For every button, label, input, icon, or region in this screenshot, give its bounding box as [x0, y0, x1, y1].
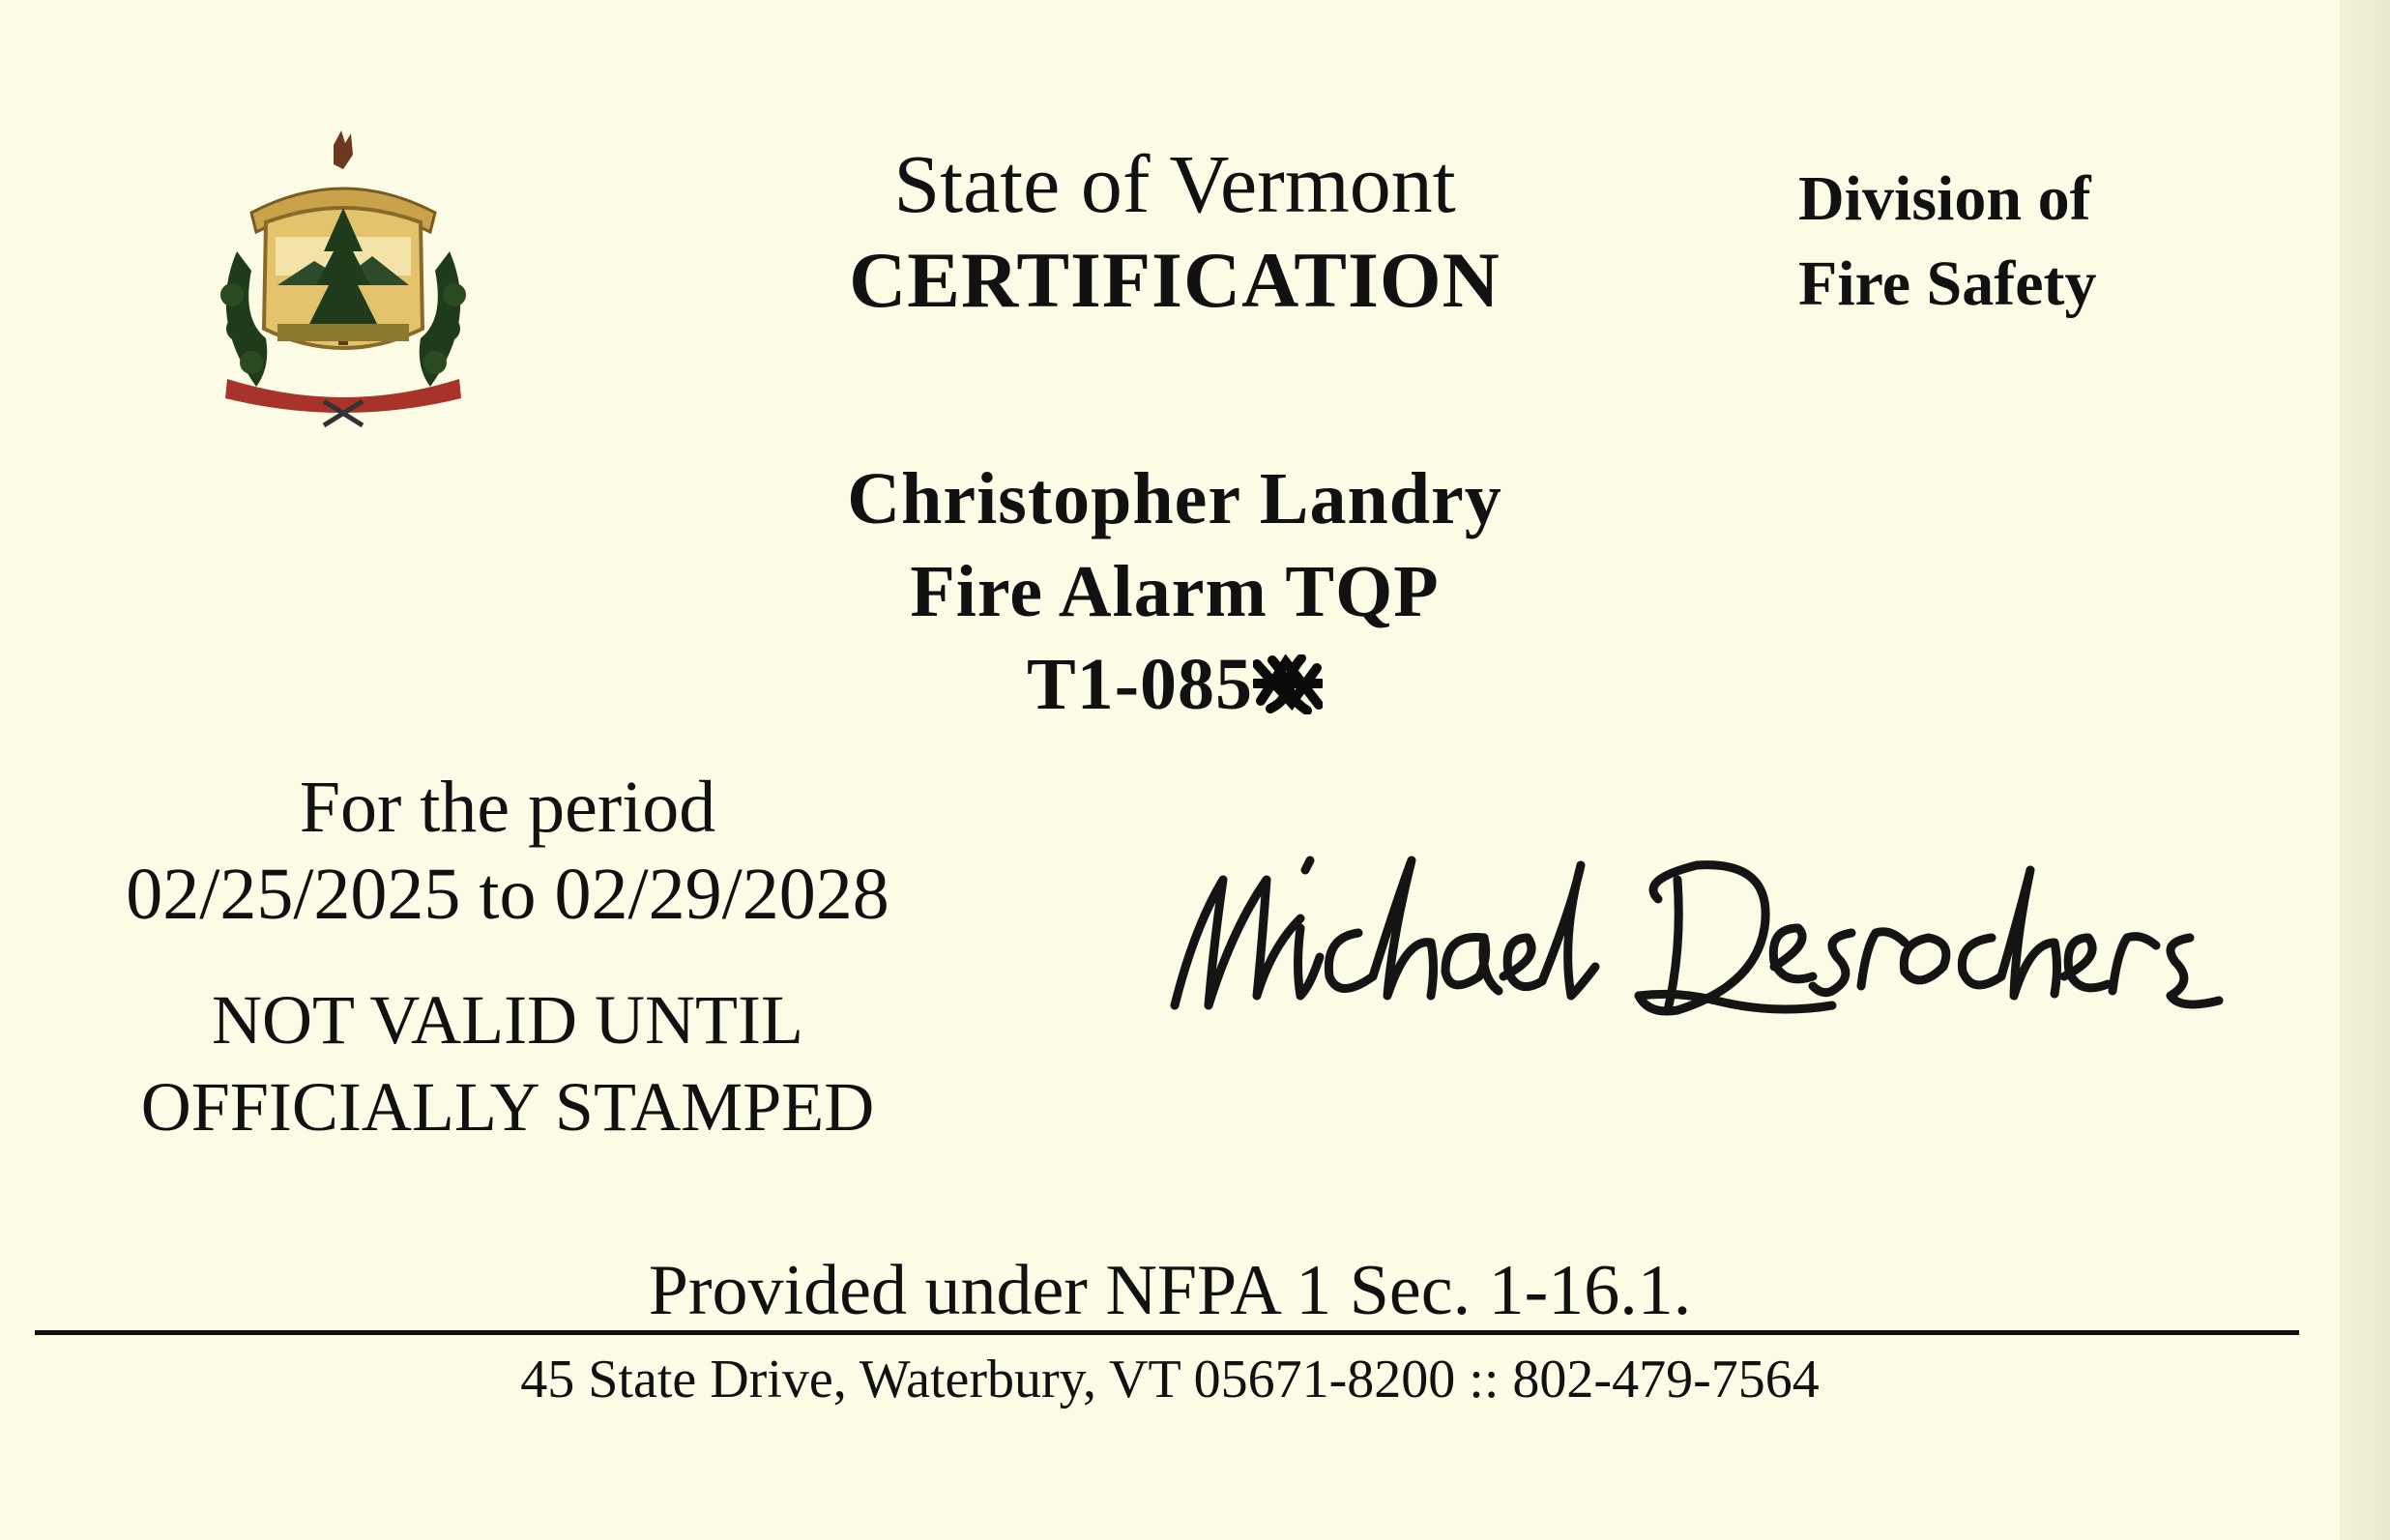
- legal-provision: Provided under NFPA 1 Sec. 1-16.1.: [648, 1251, 1692, 1330]
- notice-line-2: OFFICIALLY STAMPED: [140, 1068, 875, 1146]
- certification-number-text: T1-085: [1027, 644, 1253, 725]
- certification-number: [715, 638, 1634, 731]
- issuing-division: [1798, 157, 2185, 327]
- certification-type: Fire Alarm TQP: [910, 551, 1440, 632]
- division-line-2: Fire Safety: [1798, 248, 2097, 319]
- period-dates: 02/25/2025 to 02/29/2028: [126, 854, 889, 935]
- card-title: [754, 135, 1595, 329]
- validity-notice: [58, 976, 957, 1150]
- footer-divider: [35, 1330, 2299, 1335]
- vermont-state-seal-icon: [198, 126, 488, 435]
- card-edge: [2340, 0, 2390, 1540]
- state-name: State of Vermont: [893, 137, 1456, 230]
- validity-period: [58, 764, 957, 938]
- redaction-scribble-icon: [1253, 654, 1323, 714]
- division-line-1: Division of: [1798, 163, 2091, 234]
- holder-name: Christopher Landry: [847, 458, 1502, 539]
- contact-address: 45 State Drive, Waterbury, VT 05671-8200 :: 802-479-7564: [520, 1350, 1820, 1409]
- period-label: For the period: [299, 767, 716, 848]
- notice-line-1: NOT VALID UNTIL: [212, 981, 803, 1059]
- certificate-holder: [715, 452, 1634, 731]
- handwritten-signature: [1155, 841, 2238, 1073]
- document-type: CERTIFICATION: [849, 236, 1501, 324]
